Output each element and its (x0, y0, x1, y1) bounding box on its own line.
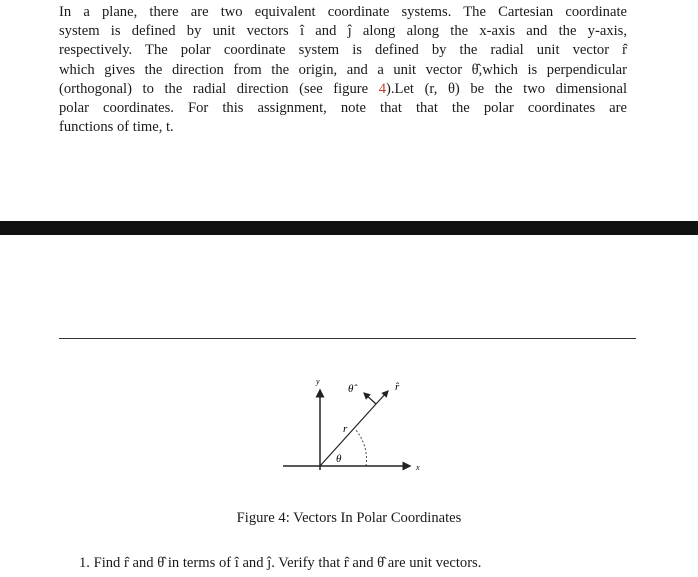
paragraph-line: In a plane, there are two equivalent coordinate systems. The Cartesian coordinate (59, 4, 627, 20)
theta-hat-vector (364, 393, 376, 404)
theta-label: θ (336, 453, 342, 465)
paragraph-line: polar coordinates. For this assignment, note that that the polar coordinates are (59, 100, 627, 117)
radial-line (320, 404, 376, 466)
r-vector-label: r⃗ (343, 423, 356, 435)
paragraph-text: (orthogonal) to the radial direction (see figure (59, 80, 379, 97)
intro-paragraph (59, 3, 627, 137)
r-hat-label: r̂ (395, 381, 400, 393)
paragraph-line: system is defined by unit vectors î and ĵ along along the x-axis and the y-axis, (59, 23, 627, 40)
page-separator-bar (0, 221, 698, 235)
paragraph-line: functions of time, t. (59, 119, 174, 136)
paragraph-text: ).Let (r, θ) be the two dimensional (386, 80, 627, 97)
y-axis-label: y (316, 377, 320, 386)
paragraph-line (59, 80, 627, 99)
theta-hat-label: θ̂ (348, 383, 354, 395)
figure-reference-link[interactable]: 4 (378, 80, 387, 97)
figure-caption: Figure 4: Vectors In Polar Coordinates (236, 510, 462, 526)
paragraph-line: which gives the direction from the origin, and a unit vector θ̂,which is perpendicular (59, 61, 627, 78)
theta-angle-arc (355, 429, 366, 466)
x-axis-label: x (416, 463, 420, 472)
r-hat-vector (376, 391, 388, 404)
question-1: 1. Find r̂ and θ̂ in terms of î and ĵ. Verify that r̂ and θ̂ are unit vectors. (79, 555, 482, 571)
polar-vectors-figure (278, 374, 428, 474)
paragraph-line: respectively. The polar coordinate system is defined by the radial unit vector r̂ (59, 42, 627, 59)
horizontal-rule (59, 338, 636, 339)
